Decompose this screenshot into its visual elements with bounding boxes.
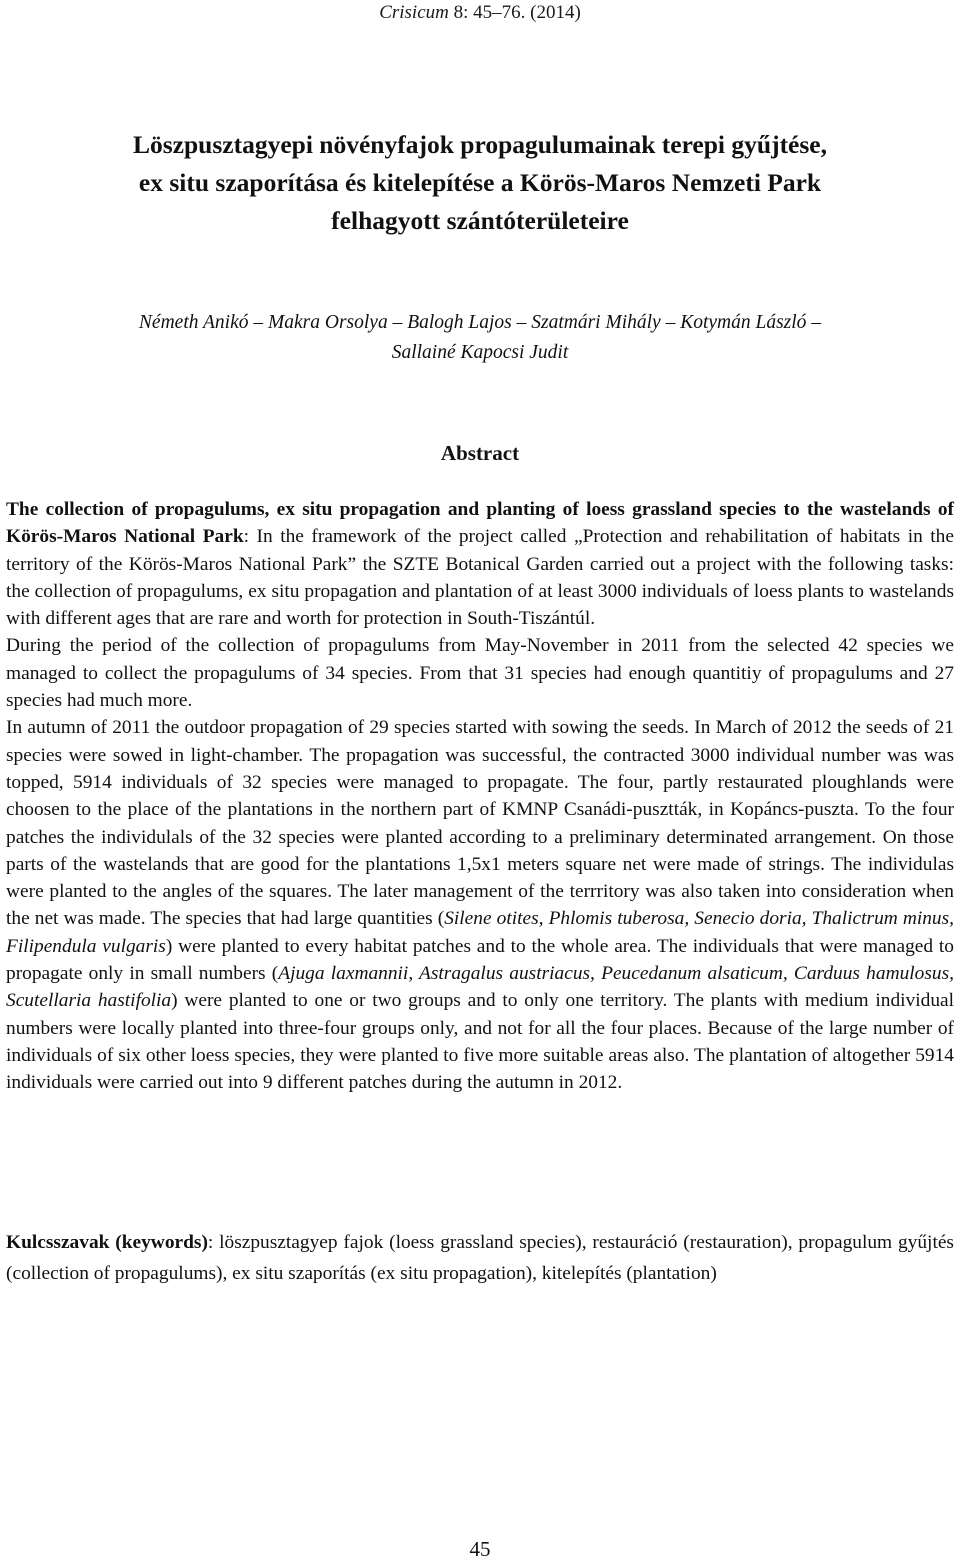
abstract-paragraph-1 [6, 496, 954, 632]
keywords-text: : löszpusztagyep fajok (loess grassland species), restauráció (restauration), propagulum gyűjtés (collection of propagulums), ex situ szaporítás (ex situ propagation), kitelepítés (plantation) [6, 1232, 954, 1284]
paper-title [40, 126, 920, 240]
journal-volume-pages: 8: 45–76. (2014) [453, 2, 581, 23]
species-list-large-quantities: Silene otites, Phlomis tuberosa, Senecio doria, Thalictrum minus, Filipendula vulgaris [6, 908, 955, 957]
keywords [6, 1227, 954, 1289]
abstract-paragraph-1-text: : In the framework of the project called „Protection and rehabilitation of habitats in the territory of the Körös-Maros National Park” the SZTE Botanical Garden carried out a project with the following tasks: the collection of propagulums, ex situ propagation and plantation of at least 3000 individuals of loess plants to wastelands with different ages that are rare and worth for protection in South-Tiszántúl. [6, 526, 954, 630]
keywords-label: Kulcsszavak (keywords) [6, 1232, 208, 1253]
authors-line-1: Németh Anikó – Makra Orsolya – Balogh Lajos – Szatmári Mihály – Kotymán László – [138, 312, 822, 333]
title-line-3: felhagyott szántóterületeire [331, 206, 629, 235]
abstract-heading: Abstract [440, 441, 520, 465]
abstract-paragraph-3-part-b: ) were planted to every habitat patches and to the whole area. The individuals that were managed to propagate only in small numbers ( [6, 935, 954, 985]
title-line-1: Löszpusztagyepi növényfajok propagulumainak terepi gyűjtése, [133, 130, 827, 159]
journal-name: Crisicum [379, 2, 449, 23]
authors-line-2: Sallainé Kapocsi Judit [391, 342, 569, 363]
abstract-paragraph-3-part-a: In autumn of 2011 the outdoor propagation of 29 species started with sowing the seeds. In March of 2012 the seeds of 21 species were sowed in light-chamber. The propagation was successful, the contracted 3000 individual number was was topped, 5914 individuals of 32 species were managed to propagate. The four, partly restaurated ploughlands were choosen to the place of the plantations in the northern part of KMNP Csanádi-pusztták, in Kopáncs-puszta. To the four patches the individulals of the 32 species were planted according to a preliminary determinated arrangement. On those parts of the wastelands that are good for the plantations 1,5x1 meters square net were made of strings. The individulas were planted to the angles of the squares. The later management of the terrritory was also taken into consideration when the net was made. The species that had large quantities ( [6, 717, 954, 930]
species-list-small-numbers: Ajuga laxmannii, Astragalus austriacus, Peucedanum alsaticum, Carduus hamulosus, Scutellaria hastifolia [6, 963, 954, 1012]
author-list [20, 308, 940, 368]
journal-citation [0, 2, 960, 24]
page-number: 45 [469, 1537, 491, 1561]
title-line-2: ex situ szaporítása és kitelepítése a Körös-Maros Nemzeti Park [138, 168, 822, 197]
abstract-paragraph-2: During the period of the collection of propagulums from May-November in 2011 from the selected 42 species we managed to collect the propagulums of 34 species. From that 31 species had enough quantitiy of propagulums and 27 species had much more. [6, 635, 954, 712]
abstract-paragraph-3-part-c: ) were planted to one or two groups and to only one territory. The plants with medium individual numbers were locally planted into three-four groups only, and not for all the four places. Because of the large number of individuals of six other loess species, they were planted to five more suitable areas also. The plantation of altogether 5914 individuals were carried out into 9 different patches during the autumn in 2012. [6, 990, 955, 1094]
abstract-body [6, 496, 954, 1097]
abstract-paragraph-3 [6, 714, 954, 1096]
english-title: The collection of propagulums, ex situ propagation and planting of loess grassland species to the wastelands of Körös-Maros National Park [6, 499, 954, 548]
